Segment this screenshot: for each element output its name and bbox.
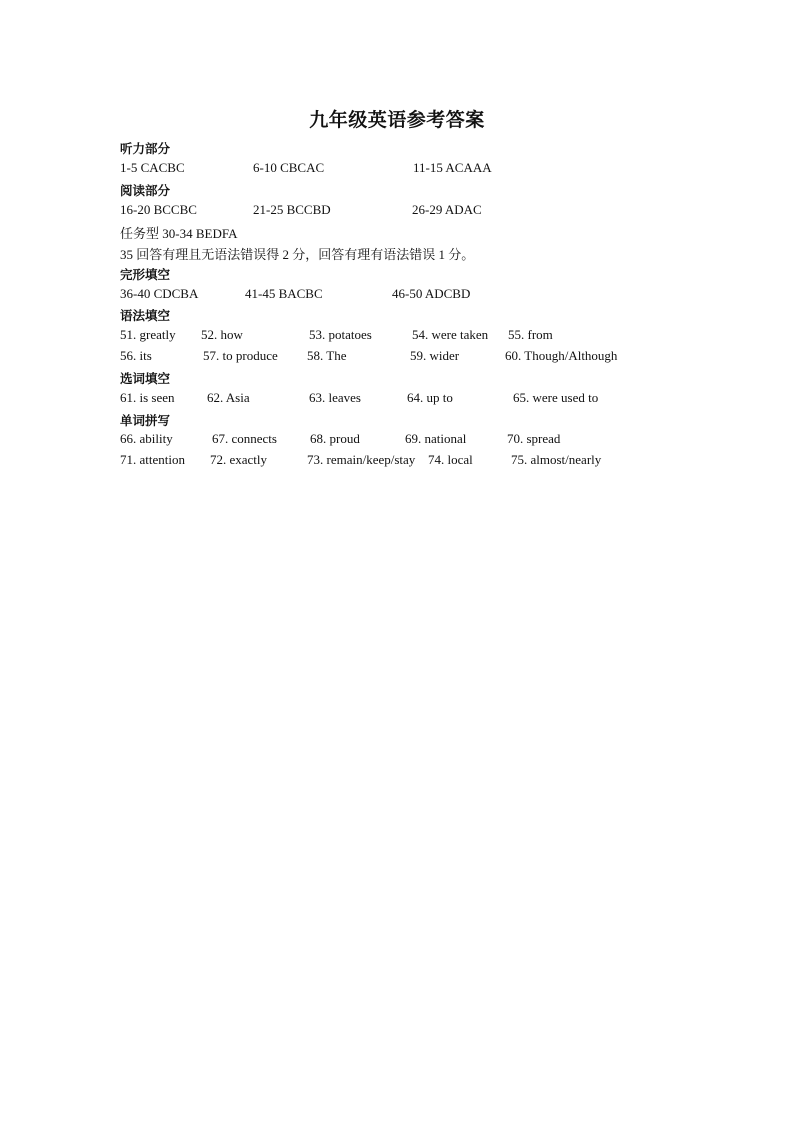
answer-item: 60. Though/Although [505,348,618,363]
answer-item: 52. how [201,327,243,342]
answer-group: 21-25 BCCBD [253,202,331,217]
answer-item: 51. greatly [120,327,176,342]
section-heading-spelling: 单词拼写 [120,413,171,428]
answer-item: 70. spread [507,431,561,446]
answer-item: 61. is seen [120,390,175,405]
answer-row-word-choice [120,390,680,411]
answer-item: 64. up to [407,390,453,405]
scoring-note-text: 35 回答有理且无语法错误得 2 分，回答有理有语法错误 1 分。 [120,247,475,262]
answer-item: 65. were used to [513,390,599,405]
answer-group: 46-50 ADCBD [392,286,471,301]
section-heading-cloze: 完形填空 [120,267,171,282]
task-type-text: 任务型 30-34 BEDFA [120,226,238,241]
answer-item: 72. exactly [210,452,268,467]
answer-item: 58. The [307,348,347,363]
answer-row-spelling-1 [120,431,680,452]
answer-item: 54. were taken [412,327,489,342]
answer-item: 73. remain/keep/stay [307,452,416,467]
answer-item: 67. connects [212,431,277,446]
answer-item: 69. national [405,431,467,446]
answer-row-cloze [120,286,640,307]
answer-group: 26-29 ADAC [412,202,482,217]
section-heading-grammar: 语法填空 [120,308,171,323]
answer-group: 11-15 ACAAA [413,160,492,175]
scoring-note [120,244,680,265]
answer-item: 74. local [428,452,473,467]
answer-item: 62. Asia [207,390,250,405]
answer-item: 66. ability [120,431,173,446]
answer-item: 75. almost/nearly [511,452,602,467]
section-heading-word-choice: 选词填空 [120,371,171,386]
page-title: 九年级英语参考答案 [309,110,485,131]
section-heading-listening: 听力部分 [120,141,171,156]
answer-row-spelling-2 [120,452,680,473]
answer-item: 55. from [508,327,553,342]
task-type-answers [120,223,640,244]
answer-item: 63. leaves [309,390,361,405]
section-heading-reading: 阅读部分 [120,183,171,198]
answer-item: 53. potatoes [309,327,372,342]
answer-item: 56. its [120,348,152,363]
answer-row-grammar-1 [120,327,680,348]
answer-row-listening [120,160,640,181]
answer-item: 57. to produce [203,348,278,363]
answer-group: 1-5 CACBC [120,160,185,175]
answer-item: 59. wider [410,348,460,363]
answer-item: 68. proud [310,431,360,446]
answer-group: 6-10 CBCAC [253,160,325,175]
answer-group: 36-40 CDCBA [120,286,199,301]
answer-group: 16-20 BCCBC [120,202,197,217]
answer-item: 71. attention [120,452,185,467]
answer-row-grammar-2 [120,348,680,369]
answer-group: 41-45 BACBC [245,286,323,301]
answer-row-reading [120,202,640,223]
